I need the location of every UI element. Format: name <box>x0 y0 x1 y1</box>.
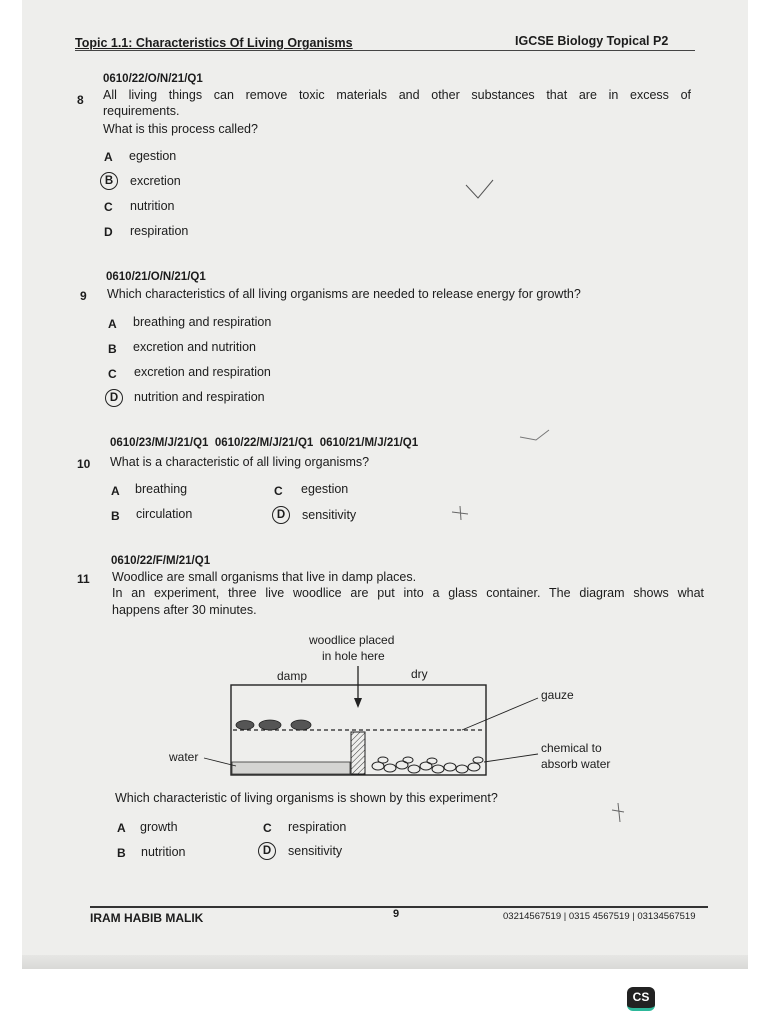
tick-mark <box>466 180 493 198</box>
option-letter: A <box>104 150 113 164</box>
chemical-pebbles <box>372 757 483 773</box>
question-text: In an experiment, three live woodlice are put into a glass container. The diagram shows what <box>112 586 704 600</box>
page-number: 9 <box>393 908 400 920</box>
option-text: nutrition and respiration <box>134 390 265 404</box>
label-absorb-water: absorb water <box>541 757 611 771</box>
option-letter-circled: D <box>272 506 290 524</box>
label-dry: dry <box>411 667 428 681</box>
label-damp: damp <box>277 669 308 683</box>
question-text: happens after 30 minutes. <box>112 603 257 617</box>
label-water: water <box>169 750 199 764</box>
option-text: egestion <box>129 149 177 163</box>
label-in-hole: in hole here <box>322 649 385 663</box>
option-letter: C <box>274 484 283 498</box>
option-letter: C <box>104 200 113 214</box>
option-letter: B <box>111 509 120 523</box>
placement-arrow <box>354 698 362 708</box>
tick-mark <box>520 430 549 440</box>
option-letter-circled: B <box>100 172 118 190</box>
cross-mark <box>452 506 468 520</box>
option-text: respiration <box>288 820 347 834</box>
camscanner-logo: CS <box>627 987 655 1011</box>
option-text: excretion and respiration <box>134 365 271 379</box>
question-number: 10 <box>77 457 91 471</box>
option-text: respiration <box>130 224 189 238</box>
label-chemical: chemical to <box>541 741 602 755</box>
topic-title: Topic 1.1: Characteristics Of Living Organisms <box>75 36 353 50</box>
option-letter: C <box>108 367 117 381</box>
divider-block <box>351 732 365 774</box>
label-gauze: gauze <box>541 688 574 702</box>
option-text: breathing and respiration <box>133 315 272 329</box>
option-text: nutrition <box>130 199 175 213</box>
option-text: nutrition <box>141 845 186 859</box>
label-woodlice-placed: woodlice placed <box>309 633 395 647</box>
option-text: excretion <box>130 174 181 188</box>
option-letter: A <box>111 484 120 498</box>
gauze-leader <box>462 698 538 730</box>
question-text: Which characteristic of living organisms is shown by this experiment? <box>115 791 498 805</box>
option-text: sensitivity <box>302 508 357 522</box>
water-layer <box>232 762 350 774</box>
option-letter: C <box>263 821 272 835</box>
option-text: egestion <box>301 482 349 496</box>
option-letter-circled: D <box>105 389 123 407</box>
option-text: sensitivity <box>288 844 343 858</box>
option-letter: B <box>117 846 126 860</box>
question-code: 0610/23/M/J/21/Q1 0610/22/M/J/21/Q1 0610/21/M/J/21/Q1 <box>110 437 419 449</box>
question-text: What is this process called? <box>103 122 258 136</box>
question-number: 8 <box>77 93 84 107</box>
question-number: 9 <box>80 289 87 303</box>
cross-mark <box>612 803 624 822</box>
question-text: requirements. <box>103 104 180 118</box>
option-letter: D <box>104 225 113 239</box>
question-text: What is a characteristic of all living organisms? <box>110 455 370 469</box>
footer-author: IRAM HABIB MALIK <box>90 911 204 925</box>
question-code: 0610/22/O/N/21/Q1 <box>103 73 203 85</box>
option-letter: A <box>108 317 117 331</box>
question-text: All living things can remove toxic materials and other substances that are in excess of <box>103 88 691 102</box>
option-text: breathing <box>135 482 188 496</box>
footer-phones: 03214567519 | 0315 4567519 | 03134567519 <box>503 911 696 922</box>
option-letter: A <box>117 821 126 835</box>
option-text: growth <box>140 820 178 834</box>
option-letter-circled: D <box>258 842 276 860</box>
woodlice <box>236 720 311 730</box>
question-text: Woodlice are small organisms that live in damp places. <box>112 570 417 584</box>
question-code: 0610/22/F/M/21/Q1 <box>111 555 211 567</box>
question-number: 11 <box>77 572 90 586</box>
option-text: circulation <box>136 507 193 521</box>
option-text: excretion and nutrition <box>133 340 256 354</box>
option-letter: B <box>108 342 117 356</box>
subject-title: IGCSE Biology Topical P2 <box>515 34 669 48</box>
question-code: 0610/21/O/N/21/Q1 <box>106 271 206 283</box>
question-text: Which characteristics of all living organisms are needed to release energy for growth? <box>107 287 581 301</box>
chemical-leader <box>484 754 538 762</box>
